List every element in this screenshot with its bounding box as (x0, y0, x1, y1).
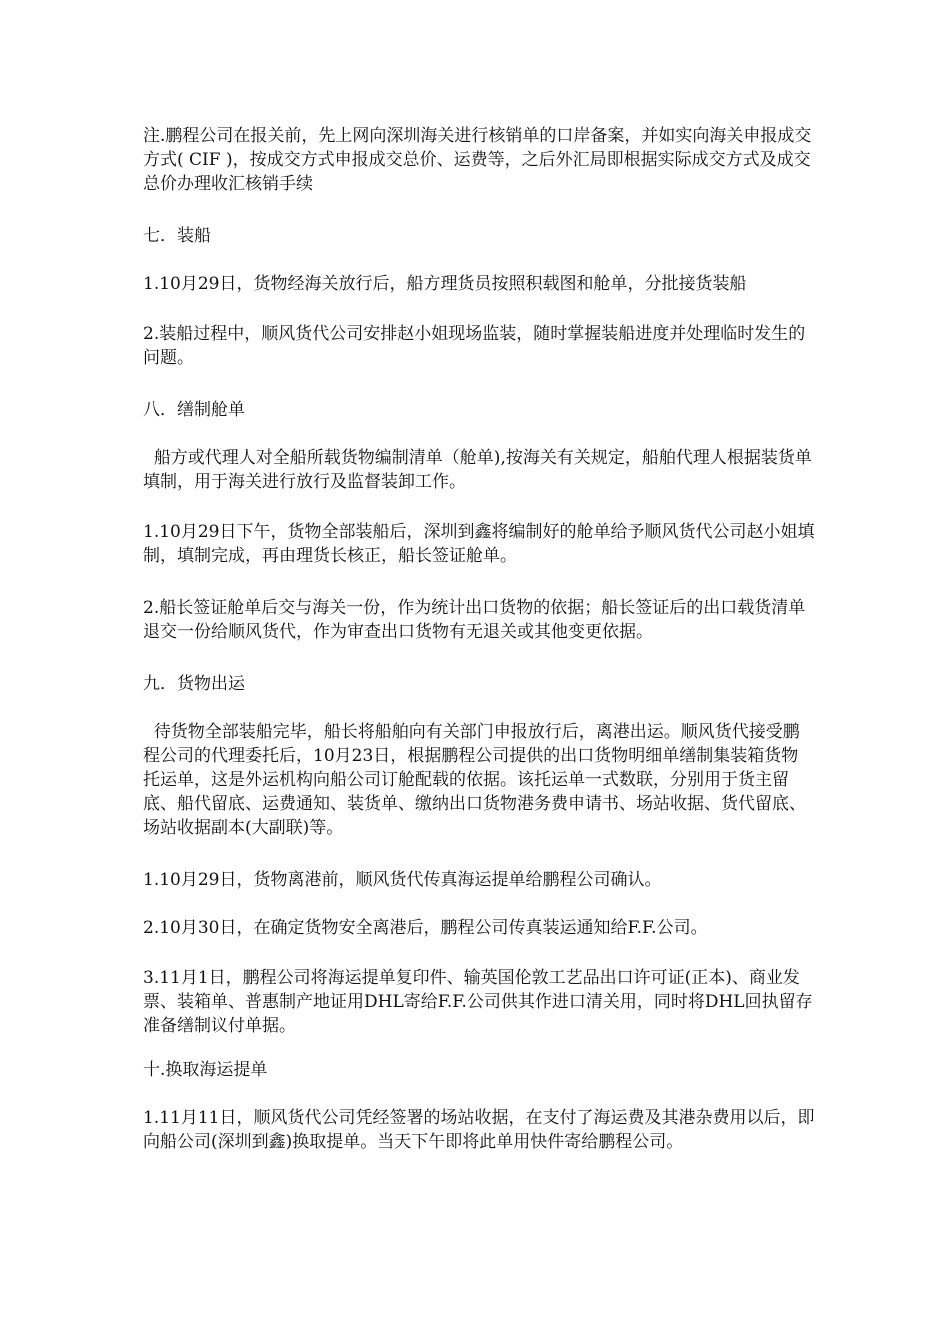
manifest-intro: 船方或代理人对全船所载货物编制清单（舱单),按海关有关规定，船舶代理人根据装货单填制，用于海关进行放行及监督装卸工作。 (143, 448, 812, 492)
shipment-intro: 待货物全部装船完毕，船长将船舶向有关部门申报放行后，离港出运。顺风货代接受鹏程公司的代理委托后，10月23日，根据鹏程公司提供的出口货物明细单缮制集装箱货物托运单，这是外运机构向船公司订舱配载的依据。该托运单一式数联，分别用于货主留底、船代留底、运费通知、装货单、缴纳出口货物港务费申请书、场站收据、货代留底、场站收据副本(大副联)等。 (143, 722, 806, 838)
section-heading-bill-of-lading: 十.换取海运提单 (143, 1060, 268, 1080)
customs-declaration-note: 注.鹏程公司在报关前，先上网向深圳海关进行核销单的口岸备案，并如实向海关申报成交方式( CIF )，按成交方式申报成交总价、运费等，之后外汇局即根据实际成交方式及成交总价办理收汇核销手续 (143, 126, 812, 194)
bill-of-lading-item-1: 1.11月11日，顺风货代公司凭经签署的场站收据，在支付了海运费及其港杂费用以后，即向船公司(深圳到鑫)换取提单。当天下午即将此单用快件寄给鹏程公司。 (143, 1108, 815, 1152)
section-heading-shipment: 九．货物出运 (143, 674, 245, 694)
manifest-item-1: 1.10月29日下午，货物全部装船后，深圳到鑫将编制好的舱单给予顺风货代公司赵小姐填制，填制完成，再由理货长核正，船长签证舱单。 (143, 522, 815, 566)
section-heading-loading: 七．装船 (143, 226, 211, 246)
manifest-item-2: 2.船长签证舱单后交与海关一份，作为统计出口货物的依据；船长签证后的出口载货清单退交一份给顺风货代，作为审查出口货物有无退关或其他变更依据。 (143, 598, 806, 642)
loading-item-2: 2.装船过程中，顺风货代公司安排赵小姐现场监装，随时掌握装船进度并处理临时发生的问题。 (143, 324, 806, 368)
loading-item-1: 1.10月29日，货物经海关放行后，船方理货员按照积载图和舱单，分批接货装船 (143, 274, 747, 294)
shipment-item-3: 3.11月1日，鹏程公司将海运提单复印件、输英国伦敦工艺品出口许可证(正本)、商业发票、装箱单、普惠制产地证用DHL寄给F.F.公司供其作进口清关用，同时将DHL回执留存准备缮制议付单据。 (143, 968, 813, 1036)
section-heading-manifest: 八．缮制舱单 (143, 400, 245, 420)
shipment-item-1: 1.10月29日，货物离港前，顺风货代传真海运提单给鹏程公司确认。 (143, 870, 662, 890)
shipment-item-2: 2.10月30日，在确定货物安全离港后，鹏程公司传真装运通知给F.F.公司。 (143, 918, 708, 938)
